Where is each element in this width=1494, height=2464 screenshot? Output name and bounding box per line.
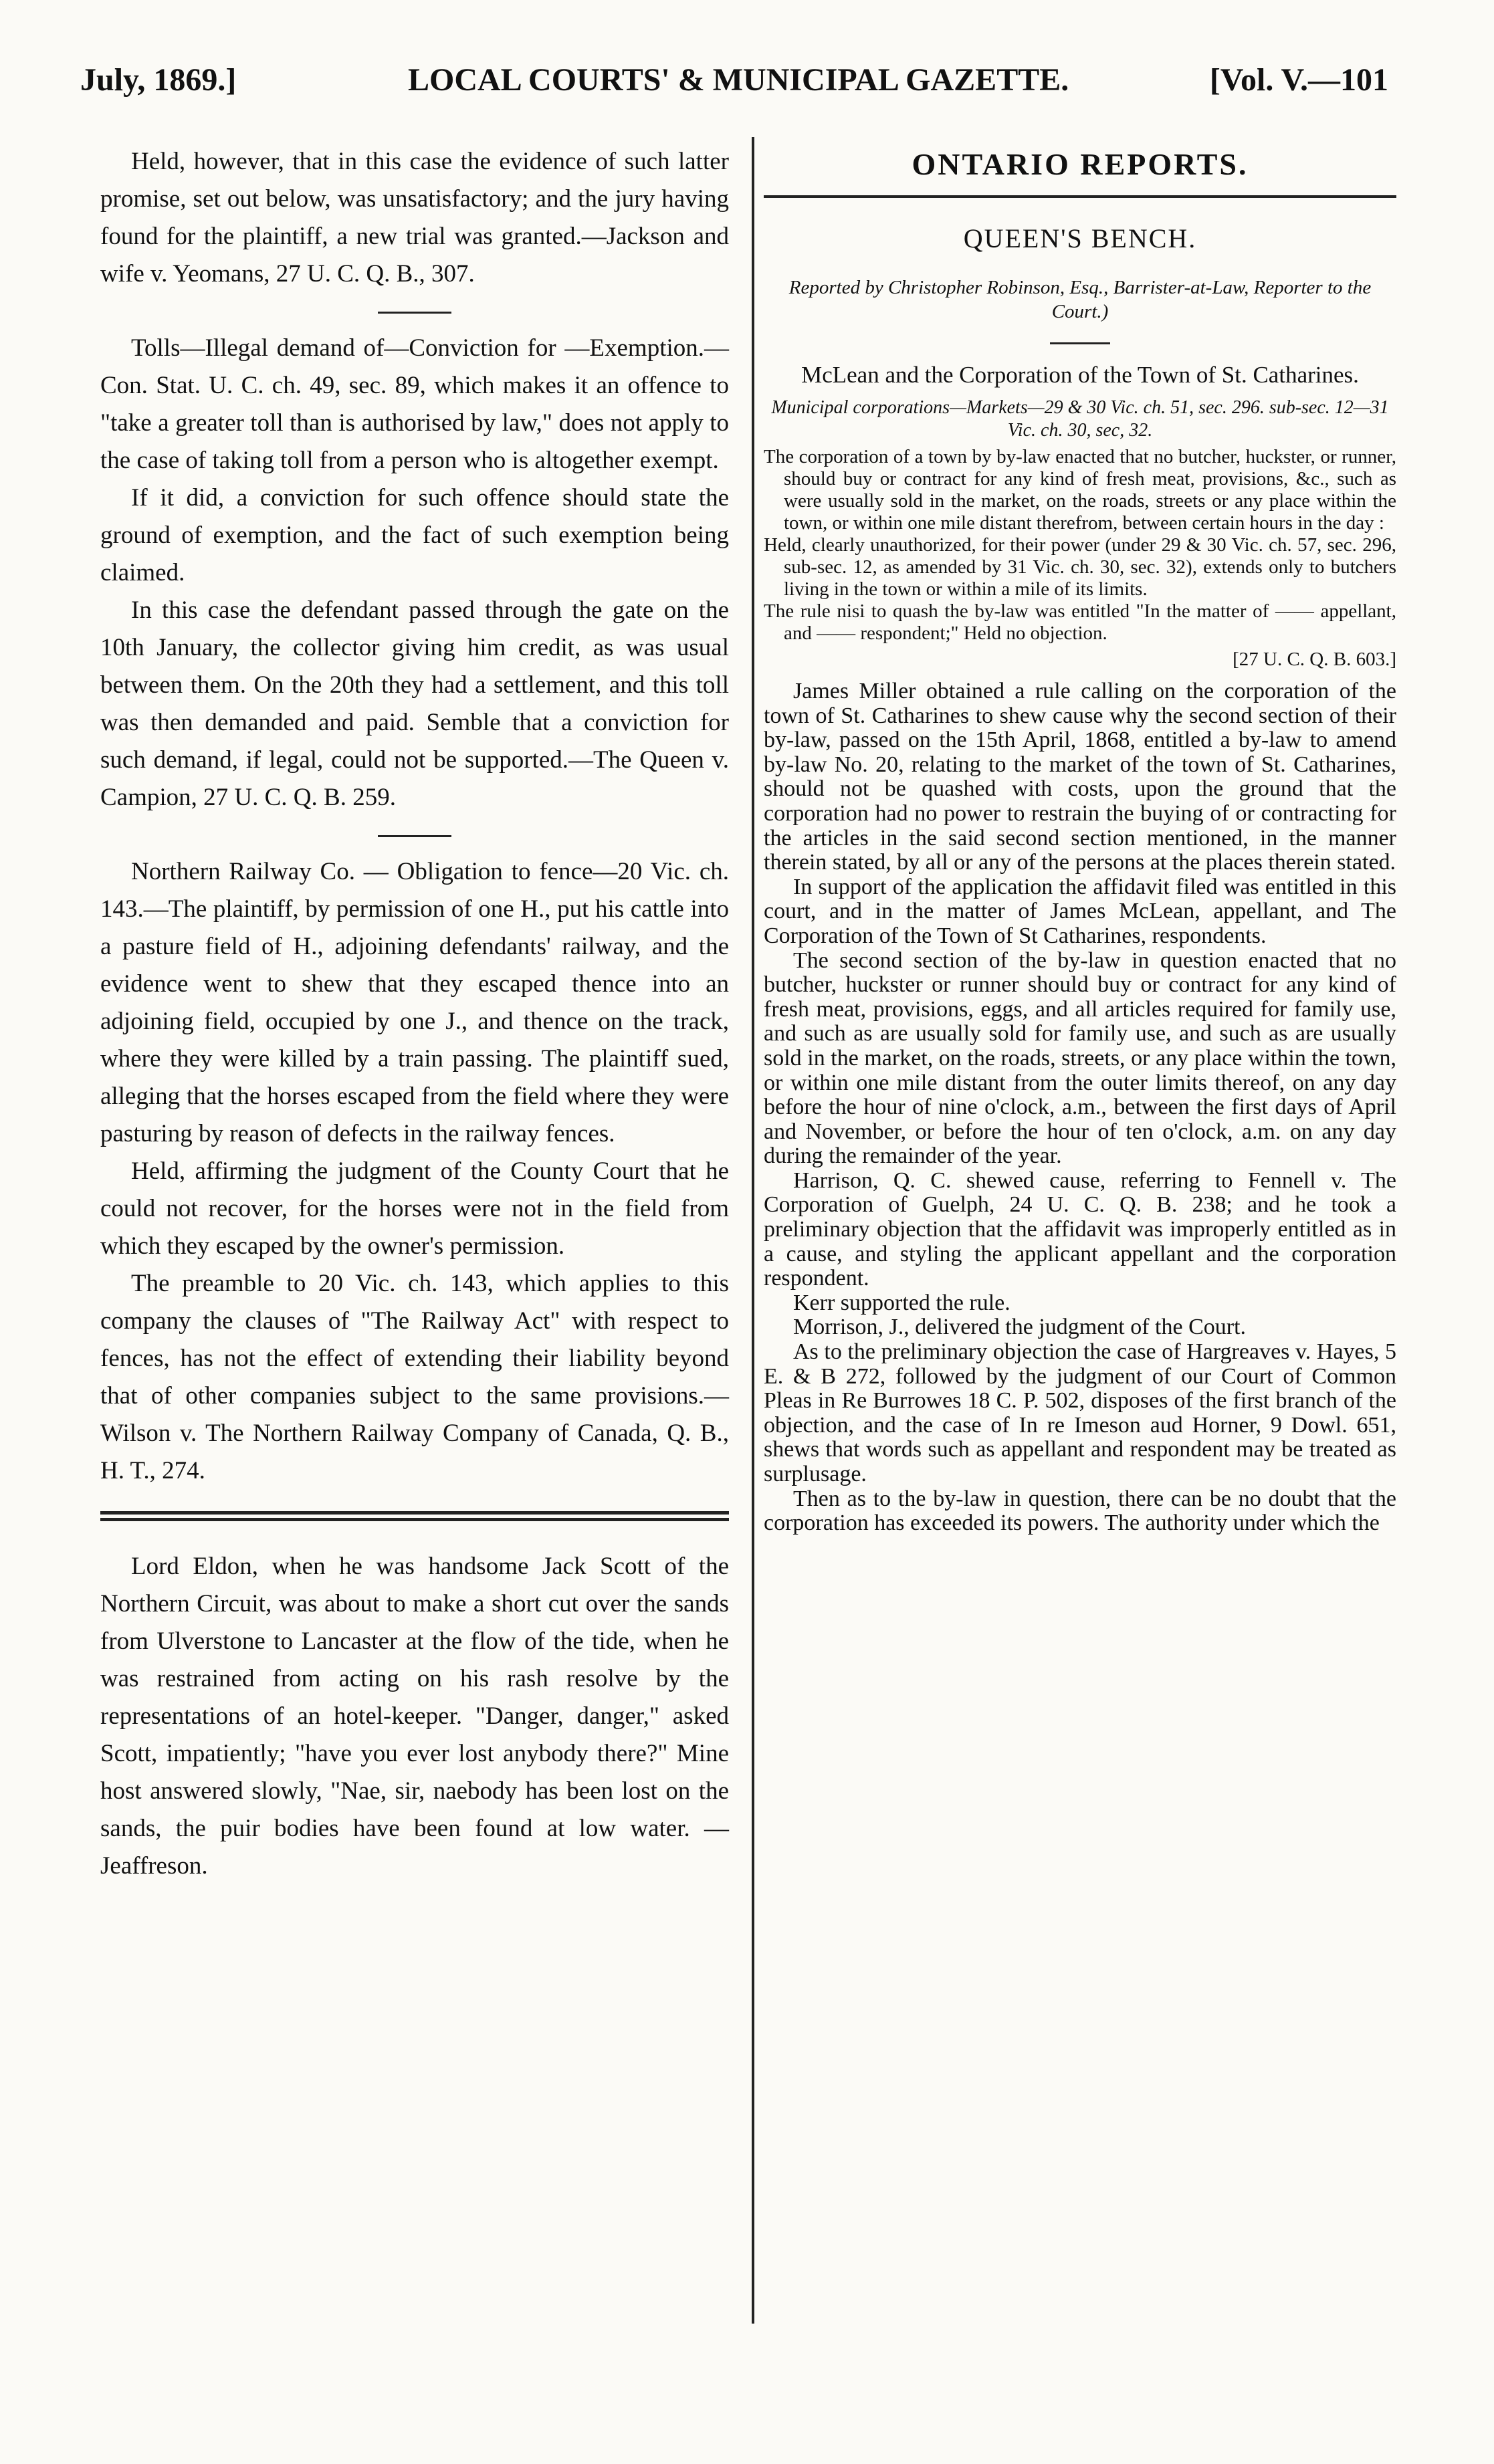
body-paragraph: Kerr supported the rule. (793, 1290, 1010, 1315)
digest-paragraph: Held, however, that in this case the evidence of such latter promise, set out below, was unsatisfactory; and the jury having found for the plaintiff, a new trial was granted.—Jackson and wife v. Yeomans, 27 U. C. Q. B., 307. (100, 148, 729, 288)
title-rule (764, 195, 1396, 198)
double-rule (100, 1511, 729, 1521)
digest-paragraph: If it did, a conviction for such offence should state the ground of exemption, and the fact of such exemption being claimed. (100, 484, 729, 586)
digest-paragraph: The preamble to 20 Vic. ch. 143, which applies to this company the clauses of "The Railway Act" with respect to fences, has not the effect of extending their liability beyond that of other companies subject to the same provisions.—Wilson v. The Northern Railway Company of Canada, Q. B., H. T., 274. (100, 1270, 729, 1484)
report-citation: [27 U. C. Q. B. 603.] (1233, 649, 1396, 670)
case-title: McLean and the Corporation of the Town of St. Catharines. (801, 362, 1359, 388)
header-date: July, 1869.] (80, 62, 237, 98)
digest-paragraph: Held, affirming the judgment of the County Court that he could not recover, for the horses were not in the field from which they escaped by the owner's permission. (100, 1157, 729, 1260)
case-headnote: Municipal corporations—Markets—29 & 30 Vic. ch. 51, sec. 296. sub-sec. 12—31 Vic. ch. 30, sec, 32. (771, 397, 1389, 441)
section-title: ONTARIO REPORTS. (912, 147, 1249, 181)
syllabus-paragraph: Held, clearly unauthorized, for their power (under 29 & 30 Vic. ch. 57, sec. 296, sub-sec. 12, as amended by 31 Vic. ch. 30, sec. 32), extends only to butchers living in the town or within a mile of its limits. (764, 534, 1396, 600)
running-header (80, 62, 1388, 115)
body-paragraph: In support of the application the affidavit filed was entitled in this court, and in the matter of James McLean, appellant, and The Corporation of the Town of St Catharines, respondents. (764, 874, 1396, 948)
header-volume: [Vol. V.—101 (1209, 62, 1388, 98)
anecdote-paragraph: Lord Eldon, when he was handsome Jack Scott of the Northern Circuit, was about to make a short cut over the sands from Ulverstone to Lancaster at the flow of the tide, when he was restrained from acting on his rash resolve by the representations of an hotel-keeper. "Danger, danger," asked Scott, impatiently; "have you ever lost anybody there?" Mine host answered slowly, "Nae, sir, naebody has been lost on the sands, the puir bodies have been found at low water. —Jeaffreson. (100, 1553, 729, 1880)
digest-paragraph: Northern Railway Co. — Obligation to fence—20 Vic. ch. 143.—The plaintiff, by permission of one H., put his cattle into a pasture field of H., adjoining defendants' railway, and the evidence went to shew that they escaped thence into an adjoining field, occupied by one J., and thence on the track, where they were killed by a train passing. The plaintiff sued, alleging that the horses escaped from the field where they were pasturing by reason of defects in the railway fences. (100, 858, 729, 1147)
digest-paragraph: In this case the defendant passed through the gate on the 10th January, the collector giving him credit, as was usual between them. On the 20th they had a settlement, and this toll was then demanded and paid. Semble that a conviction for such demand, if legal, could not be supported.—The Queen v. Campion, 27 U. C. Q. B. 259. (100, 596, 729, 811)
syllabus (764, 446, 1396, 645)
syllabus-paragraph: The corporation of a town by by-law enacted that no butcher, huckster, or runner, should buy or contract for any kind of fresh meat, provisions, &c., such as were usually sold in the market, on the roads, streets or any place within the town, or within one mile distant therefrom, between certain hours in the day : (764, 446, 1396, 534)
digest-paragraph: Tolls—Illegal demand of—Conviction for —Exemption.—Con. Stat. U. C. ch. 49, sec. 89, which makes it an offence to "take a greater toll than is authorised by law," does not apply to the case of taking toll from a person who is altogether exempt. (100, 334, 729, 474)
body-paragraph: The second section of the by-law in question enacted that no butcher, huckster or runner should buy or contract for any kind of fresh meat, provisions, eggs, and all articles required for family use, and such as are usually sold for family use, and such as are usually sold in the market, on the roads, streets, or any place within the town, or within one mile distant from the outer limits thereof, on any day before the hour of nine o'clock, a.m., between the first days of April and November, or before the hour of ten o'clock, a.m. on any day during the remainder of the year. (764, 947, 1396, 1169)
left-column (100, 143, 729, 1885)
body-paragraph: Then as to the by-law in question, there can be no doubt that the corporation has exceeded its powers. The authority under which the (764, 1486, 1396, 1536)
body-paragraph: James Miller obtained a rule calling on the corporation of the town of St. Catharines to shew cause why the second section of their by-law, passed on the 15th April, 1868, entitled a by-law to amend by-law No. 20, relating to the market of the town of St. Catharines, should not be quashed with costs, upon the ground that the corporation had no power to restrain the buying of or contracting for the articles in the said second section mentioned, in the manner therein stated, by all or any of the persons at the places therein stated. (764, 679, 1396, 875)
body-paragraph: As to the preliminary objection the case of Hargreaves v. Hayes, 5 E. & B 272, followed by the judgment of our Court of Common Pleas in Re Burrowes 18 C. P. 502, disposes of the first branch of the objection, and the case of In re Imeson aud Horner, 9 Dowl. 651, shews that words such as appellant and respondent may be treated as surplusage. (764, 1339, 1396, 1486)
header-title: LOCAL COURTS' & MUNICIPAL GAZETTE. (408, 62, 1069, 98)
right-column (764, 143, 1396, 1536)
body-paragraph: Harrison, Q. C. shewed cause, referring to Fennell v. The Corporation of Guelph, 24 U. C. Q. B. 238; and he took a preliminary objection that the affidavit was improperly entitled as in a cause, and styling the applicant appellant and the corporation respondent. (764, 1167, 1396, 1291)
column-divider (752, 137, 754, 2324)
body-paragraph: Morrison, J., delivered the judgment of the Court. (793, 1315, 1247, 1340)
short-rule (378, 312, 451, 314)
court-name: QUEEN'S BENCH. (963, 223, 1197, 253)
short-rule (378, 835, 451, 837)
reporter-line: Reported by Christopher Robinson, Esq., Barrister-at-Law, Reporter to the Court.) (788, 277, 1372, 322)
judgment-body (764, 679, 1396, 1536)
short-rule (1050, 342, 1110, 344)
syllabus-paragraph: The rule nisi to quash the by-law was entitled "In the matter of —— appellant, and —— respondent;" Held no objection. (764, 600, 1396, 644)
